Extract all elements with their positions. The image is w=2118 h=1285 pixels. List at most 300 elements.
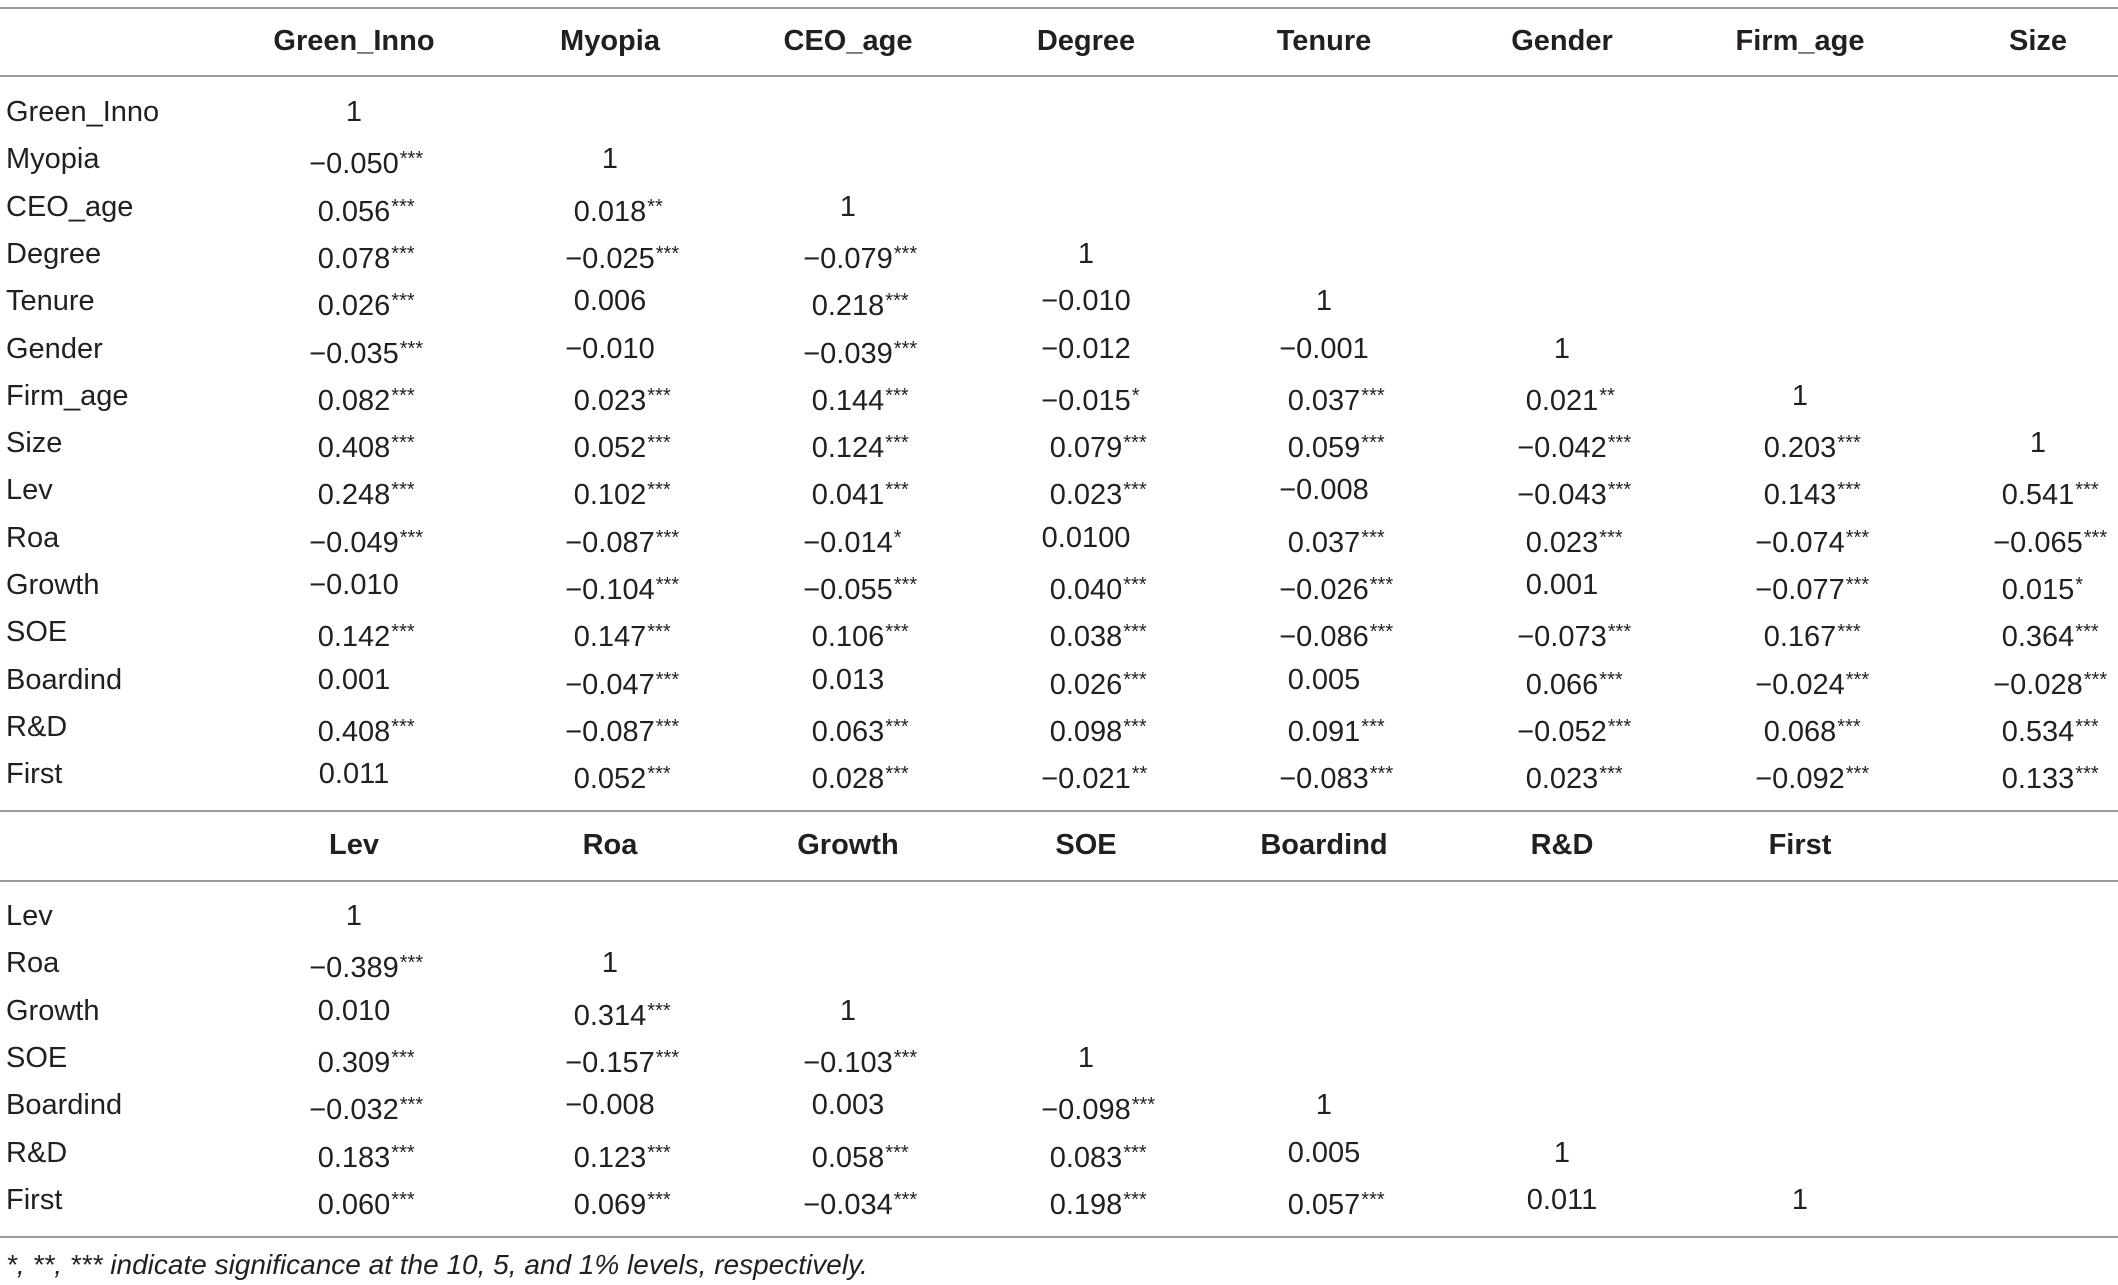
significance-stars: *** [1607,479,1632,502]
significance-stars: *** [399,148,424,171]
table-cell [803,1041,917,1080]
cell-value: −0.039 [803,337,893,370]
cell-value: 0.183 [317,1141,391,1174]
cell-value: 0.068 [1763,715,1837,748]
cell-value: −0.012 [1041,332,1131,365]
significance-stars: *** [647,999,671,1022]
table-cell [574,473,671,512]
table-cell [602,946,618,980]
cell-value: −0.008 [565,1089,655,1122]
table-cell [1041,757,1147,796]
significance-stars: *** [655,574,680,596]
cell-value: 0.005 [1287,1136,1361,1169]
table-cell [565,710,679,749]
table-cell [2002,473,2099,512]
row-label: Gender [6,332,103,365]
table-cell [1050,710,1147,749]
cell-value: −0.015 [1041,384,1131,417]
significance-stars: *** [1845,763,1870,786]
table-cell [1755,757,1869,796]
significance-stars: *** [655,668,680,691]
cell-value: −0.035 [309,337,399,370]
cell-value: 0.011 [318,758,390,791]
table-cell [1993,663,2107,702]
cell-value: 1 [1553,332,1571,365]
cell-value: 0.023 [1525,763,1599,796]
table-cell [1041,284,1131,318]
table-cell [803,237,917,276]
cell-value: −0.087 [565,715,655,748]
cell-value: −0.047 [565,668,655,701]
cell-value: −0.026 [1279,574,1369,606]
cell-value: 0.052 [573,432,647,465]
table-cell [319,757,389,791]
table-cell [812,426,909,465]
table-cell [1288,379,1385,418]
cell-value: 1 [839,190,857,223]
significance-stars: *** [2075,479,2099,502]
table-cell [318,237,415,276]
cell-value: −0.024 [1755,668,1845,701]
significance-stars: *** [885,384,909,407]
table-cell [1764,615,1861,654]
significance-stars: *** [391,242,415,265]
table-cell [1755,521,1869,560]
row-label: Boardind [6,1089,123,1122]
cell-value: 1 [601,143,619,176]
row-label: Growth [6,994,100,1027]
table-cell [1050,615,1147,654]
table-cell [803,332,917,371]
cell-value: 0.203 [1763,432,1837,465]
table-cell [574,757,671,796]
column-header: Growth [797,829,899,861]
table-cell [1042,521,1131,555]
significance-stars: *** [1123,1188,1147,1211]
table-cell [1792,379,1808,413]
table-cell [803,1183,917,1222]
cell-value: −0.021 [1041,763,1131,796]
cell-value: −0.087 [565,526,655,559]
table-cell [1279,615,1393,654]
significance-stars: *** [1361,1188,1385,1211]
cell-value: −0.065 [1993,526,2083,559]
table-cell [812,663,885,697]
cell-value: 0.038 [1049,621,1123,654]
table-cell [602,142,618,176]
significance-stars: *** [1369,621,1394,644]
column-header: Tenure [1276,25,1372,57]
significance-stars: *** [893,1188,918,1211]
cell-value: 0.534 [2001,715,2075,748]
significance-stars: *** [391,384,415,407]
cell-value: 0.147 [573,621,647,654]
cell-value: −0.010 [1041,285,1131,318]
cell-value: 0.167 [1763,621,1837,654]
cell-value: 0.057 [1287,1188,1361,1221]
table-cell [1517,473,1631,512]
cell-value: 0.021 [1525,384,1599,417]
table-cell [309,332,423,371]
cell-value: 0.023 [1049,479,1123,512]
table-cell [565,237,679,276]
table-cell [574,1183,671,1222]
table-cell [318,1041,415,1080]
cell-value: 0.309 [317,1046,391,1079]
cell-value: −0.079 [803,242,893,275]
significance-stars: *** [1369,574,1394,596]
row-label: SOE [6,1041,68,1074]
cell-value: −0.042 [1517,432,1607,465]
table-cell [565,1088,655,1122]
table-cell [318,284,415,323]
table-cell [1050,473,1147,512]
significance-stars: *** [1123,479,1147,502]
significance-stars: *** [2075,715,2099,738]
cell-value: 0.023 [1525,526,1599,559]
cell-value: −0.001 [1279,332,1369,365]
table-cell [318,710,415,749]
cell-value: 0.408 [317,715,391,748]
row-label: First [6,1183,63,1216]
table-cell [565,568,679,607]
table-cell [318,994,391,1028]
table-cell [318,615,415,654]
table-cell [1764,426,1861,465]
significance-stars: *** [1837,432,1861,455]
table-cell [346,95,362,129]
cell-value: −0.103 [803,1046,893,1079]
column-header: Gender [1511,25,1613,57]
significance-stars: *** [885,1141,909,1164]
table-cell [2002,615,2099,654]
cell-value: 1 [1553,1136,1571,1169]
cell-value: −0.050 [309,148,399,181]
table-bottom-rule [0,1236,2118,1238]
cell-value: 1 [1077,237,1095,270]
cell-value: 0.041 [811,479,885,512]
cell-value: 0.078 [317,242,391,275]
significance-stars: *** [647,432,671,455]
significance-stars: *** [399,1094,424,1117]
row-label: Myopia [6,143,100,176]
table-cell [565,332,655,366]
significance-stars: ** [1131,763,1148,786]
row-label: Tenure [6,285,95,318]
table-cell [1041,332,1131,366]
row-label: CEO_age [6,190,134,223]
column-header: Myopia [560,25,660,57]
significance-stars: *** [399,526,424,549]
table-cell [1288,1183,1385,1222]
table-cell [574,379,671,418]
significance-stars: * [1131,384,1140,407]
significance-stars: *** [647,1188,671,1211]
table-cell [309,142,423,181]
table-cell [1316,284,1332,318]
significance-stars: *** [655,526,680,549]
panel-1-header-rule [0,75,2118,77]
significance-stars: *** [2075,763,2099,786]
significance-stars: *** [391,715,415,738]
cell-value: −0.104 [565,574,655,606]
table-cell [318,663,391,697]
significance-stars: *** [1607,432,1632,455]
cell-value: −0.010 [565,332,655,365]
table-cell [565,1041,679,1080]
cell-value: −0.014 [803,526,893,559]
cell-value: −0.073 [1517,621,1607,654]
significance-stars: *** [399,952,424,975]
table-cell [1517,426,1631,465]
table-cell [1279,568,1393,607]
significance-stars: *** [391,1188,415,1211]
row-label: Lev [6,474,53,507]
row-label: Roa [6,947,60,980]
cell-value: −0.157 [565,1046,655,1079]
significance-stars: *** [885,290,909,313]
significance-stars: *** [1845,574,1870,596]
cell-value: 0.098 [1049,715,1123,748]
significance-stars: *** [893,337,918,360]
cell-value: −0.077 [1755,574,1845,606]
significance-stars: *** [1123,432,1147,455]
panel-2-top-rule [0,810,2118,812]
table-cell [1554,1136,1570,1170]
cell-value: 0.069 [573,1188,647,1221]
row-label: Lev [6,900,53,932]
significance-stars: *** [2075,621,2099,644]
table-cell [318,190,415,229]
cell-value: 1 [2029,427,2047,460]
table-cell [1041,1088,1155,1127]
significance-stars: *** [1599,763,1623,786]
significance-stars: *** [391,479,415,502]
cell-value: 0.060 [317,1188,391,1221]
table-cell [574,426,671,465]
cell-value: −0.052 [1517,715,1607,748]
cell-value: −0.010 [309,569,399,601]
table-cell [840,994,856,1028]
cell-value: −0.028 [1993,668,2083,701]
significance-stars: *** [1131,1094,1156,1117]
cell-value: 0.037 [1287,384,1361,417]
cell-value: 0.218 [811,290,885,323]
cell-value: −0.083 [1279,763,1369,796]
table-footnote: *, **, *** indicate significance at the 10, 5, and 1% levels, respectively. [6,1249,868,1280]
significance-stars: *** [1369,763,1394,786]
cell-value: −0.074 [1755,526,1845,559]
column-header: Lev [329,829,379,861]
table-cell [1993,521,2107,560]
table-cell [1078,1041,1094,1075]
cell-value: −0.008 [1279,474,1369,507]
column-header: Green_Inno [273,25,435,57]
cell-value: 0.133 [2001,763,2075,796]
panel-1-top-rule [0,7,2118,9]
cell-value: 0.082 [317,384,391,417]
cell-value: 0.001 [1525,569,1599,601]
table-cell [812,1088,885,1122]
table-cell [1288,521,1385,560]
cell-value: 0.541 [2001,479,2075,512]
cell-value: 0.006 [573,285,647,318]
row-label: Green_Inno [6,96,160,128]
row-label: Boardind [6,663,123,696]
table-cell [309,946,423,985]
table-cell [1050,426,1147,465]
table-cell [309,521,423,560]
column-header: First [1768,829,1832,861]
table-cell [812,710,909,749]
significance-stars: *** [655,242,680,265]
significance-stars: *** [885,621,909,644]
significance-stars: *** [1123,668,1147,691]
table-cell [318,426,415,465]
table-cell [1764,473,1861,512]
table-cell [2030,426,2046,460]
cell-value: 0.408 [317,432,391,465]
significance-stars: *** [1607,715,1632,738]
significance-stars: *** [1361,432,1385,455]
cell-value: 0.083 [1049,1141,1123,1174]
significance-stars: *** [1123,574,1147,596]
cell-value: 0.010 [317,994,391,1027]
significance-stars: *** [885,479,909,502]
table-cell [1517,615,1631,654]
table-cell [1764,710,1861,749]
significance-stars: *** [885,763,909,786]
table-cell [346,899,362,933]
cell-value: −0.025 [565,242,655,275]
cell-value: 0.059 [1287,432,1361,465]
row-label: Firm_age [6,379,129,412]
table-cell [1078,237,1094,271]
table-cell [2002,568,2083,607]
significance-stars: ** [1599,384,1615,407]
cell-value: −0.043 [1517,479,1607,512]
table-cell [1526,379,1615,418]
table-cell [812,1136,909,1175]
table-cell [574,615,671,654]
table-cell [1288,1136,1361,1170]
cell-value: 1 [345,900,363,932]
row-label: First [6,758,63,791]
table-cell [1316,1088,1332,1122]
cell-value: 0.018 [573,195,647,228]
table-cell [1279,332,1369,366]
row-label: Size [6,427,63,460]
significance-stars: *** [1599,668,1623,691]
cell-value: 0.003 [811,1089,885,1122]
significance-stars: *** [1845,526,1870,549]
cell-value: 0.005 [1287,663,1361,696]
cell-value: 1 [1791,379,1809,412]
table-cell [840,190,856,224]
cell-value: 0.143 [1763,479,1837,512]
table-cell [2002,757,2099,796]
table-cell [1288,710,1385,749]
significance-stars: *** [391,621,415,644]
table-cell [1517,710,1631,749]
table-cell [574,1136,671,1175]
column-header: CEO_age [783,25,913,57]
cell-value: 1 [1791,1183,1809,1216]
cell-value: 0.102 [573,479,647,512]
table-cell [574,190,663,229]
cell-value: 1 [1315,285,1333,318]
significance-stars: *** [399,337,424,360]
column-header: Degree [1036,25,1136,57]
table-cell [1527,1183,1597,1217]
significance-stars: *** [647,384,671,407]
significance-stars: *** [647,479,671,502]
cell-value: −0.049 [309,526,399,559]
table-cell [1526,521,1623,560]
table-cell [812,379,909,418]
significance-stars: *** [647,763,671,786]
significance-stars: *** [1123,1141,1147,1164]
cell-value: −0.055 [803,574,893,606]
significance-stars: *** [893,1046,918,1069]
cell-value: −0.389 [309,952,399,985]
table-cell [803,521,901,560]
cell-value: 0.052 [573,763,647,796]
significance-stars: *** [391,290,415,313]
row-label: R&D [6,1136,68,1169]
cell-value: −0.032 [309,1094,399,1127]
panel-2-header-rule [0,880,2118,882]
cell-value: 0.058 [811,1141,885,1174]
significance-stars: *** [1361,526,1385,549]
cell-value: −0.034 [803,1188,893,1221]
cell-value: 0.026 [1049,668,1123,701]
cell-value: 0.079 [1049,432,1123,465]
cell-value: −0.098 [1041,1094,1131,1127]
cell-value: 1 [1077,1041,1095,1074]
table-cell [1526,568,1599,602]
cell-value: 0.364 [2001,621,2075,654]
table-cell [309,1088,423,1127]
cell-value: −0.086 [1279,621,1369,654]
significance-stars: *** [2083,526,2108,549]
cell-value: 1 [839,994,857,1027]
significance-stars: *** [647,1141,671,1164]
cell-value: 0.106 [811,621,885,654]
cell-value: −0.092 [1755,763,1845,796]
row-label: R&D [6,710,68,743]
table-cell [1279,757,1393,796]
significance-stars: * [893,526,902,549]
significance-stars: *** [1599,526,1623,549]
cell-value: 0.123 [573,1141,647,1174]
cell-value: 1 [1315,1089,1333,1122]
table-cell [1050,1183,1147,1222]
significance-stars: *** [1361,715,1385,738]
table-cell [574,994,671,1033]
table-cell [318,473,415,512]
table-cell [1041,379,1139,418]
significance-stars: *** [2083,668,2108,691]
cell-value: 0.091 [1287,715,1361,748]
significance-stars: *** [1837,479,1861,502]
significance-stars: *** [1123,621,1147,644]
significance-stars: *** [391,1046,415,1069]
table-cell [574,284,647,318]
table-cell [1554,332,1570,366]
significance-stars: *** [1361,384,1385,407]
column-header: SOE [1055,829,1117,861]
